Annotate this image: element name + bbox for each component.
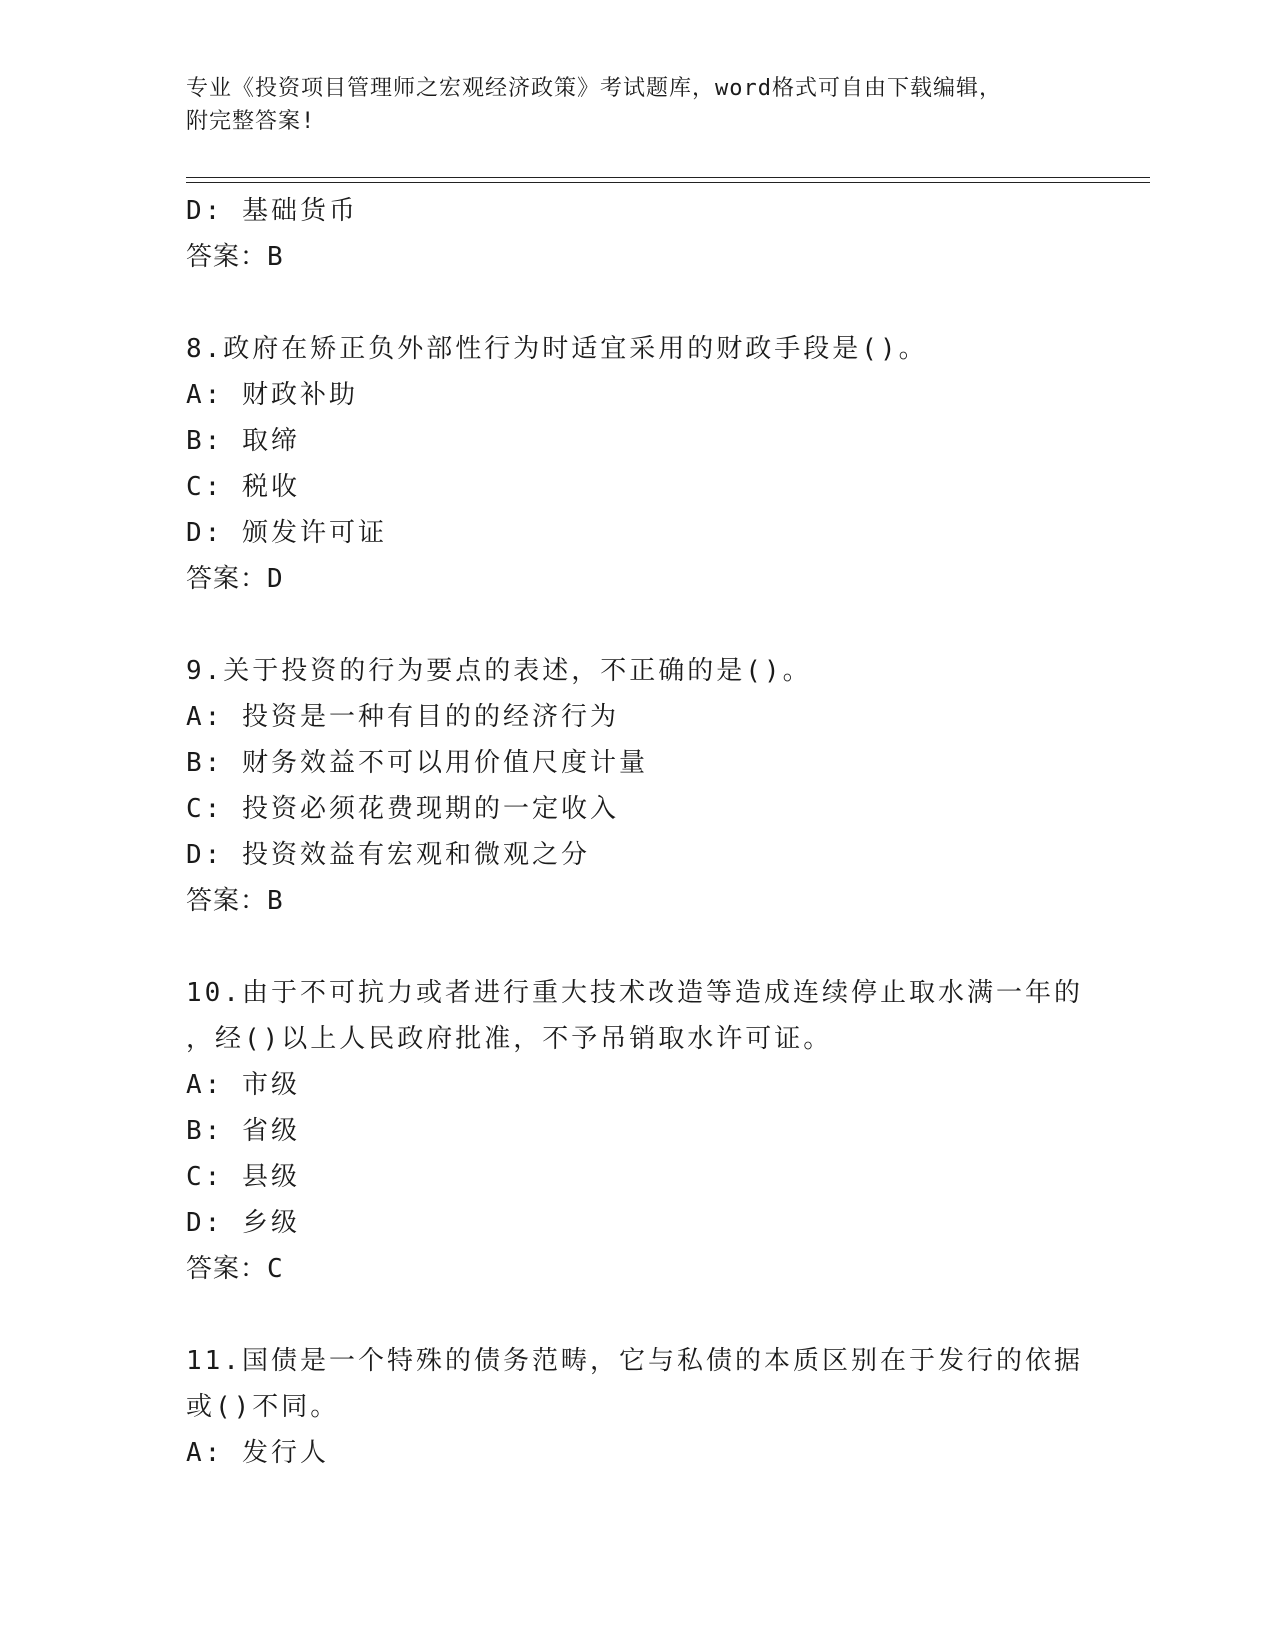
- option-b: B: 取缔: [186, 426, 300, 456]
- option-d: D: 乡级: [186, 1208, 300, 1238]
- option-b: B: 财务效益不可以用价值尺度计量: [186, 748, 648, 778]
- option-a: A: 投资是一种有目的的经济行为: [186, 702, 619, 732]
- spacer: [186, 280, 1086, 326]
- document-body: [186, 188, 1086, 1476]
- option-d: D: 投资效益有宏观和微观之分: [186, 840, 590, 870]
- question-text-line-1: 10.由于不可抗力或者进行重大技术改造等造成连续停止取水满一年的: [186, 978, 1083, 1008]
- answer-label: 答案：: [186, 242, 268, 272]
- question-text-line-2: ，经()以上人民政府批准，不予吊销取水许可证。: [186, 1024, 833, 1054]
- answer-label: 答案：: [186, 1254, 268, 1284]
- answer: [186, 556, 1086, 602]
- question-text-line-2: 或()不同。: [186, 1392, 340, 1422]
- answer-value: B: [267, 886, 284, 916]
- spacer: [186, 602, 1086, 648]
- question-11: [186, 1338, 1086, 1476]
- header-line-1: 专业《投资项目管理师之宏观经济政策》考试题库，word格式可自由下载编辑，: [186, 76, 1002, 101]
- question-text: 8.政府在矫正负外部性行为时适宜采用的财政手段是()。: [186, 334, 928, 364]
- answer-carryover: [186, 234, 1086, 280]
- answer-value: B: [267, 242, 284, 272]
- spacer: [186, 1292, 1086, 1338]
- spacer: [186, 924, 1086, 970]
- answer-label: 答案：: [186, 564, 268, 594]
- answer-label: 答案：: [186, 886, 268, 916]
- option-a: A: 市级: [186, 1070, 300, 1100]
- answer: [186, 1246, 1086, 1292]
- header-line-2: 附完整答案!: [186, 109, 316, 134]
- header-divider: [186, 177, 1150, 183]
- option-b: B: 省级: [186, 1116, 300, 1146]
- answer: [186, 878, 1086, 924]
- option-d-carryover: D: 基础货币: [186, 196, 358, 226]
- question-8: [186, 326, 1086, 602]
- question-9: [186, 648, 1086, 924]
- option-c: C: 县级: [186, 1162, 300, 1192]
- question-10: [186, 970, 1086, 1292]
- option-a: A: 发行人: [186, 1438, 329, 1468]
- answer-value: C: [267, 1254, 284, 1284]
- answer-value: D: [267, 564, 284, 594]
- option-a: A: 财政补助: [186, 380, 358, 410]
- option-d: D: 颁发许可证: [186, 518, 387, 548]
- option-c: C: 税收: [186, 472, 300, 502]
- option-c: C: 投资必须花费现期的一定收入: [186, 794, 619, 824]
- question-text-line-1: 11.国债是一个特殊的债务范畴，它与私债的本质区别在于发行的依据: [186, 1346, 1083, 1376]
- question-text: 9.关于投资的行为要点的表述，不正确的是()。: [186, 656, 812, 686]
- page-header: [186, 72, 1086, 138]
